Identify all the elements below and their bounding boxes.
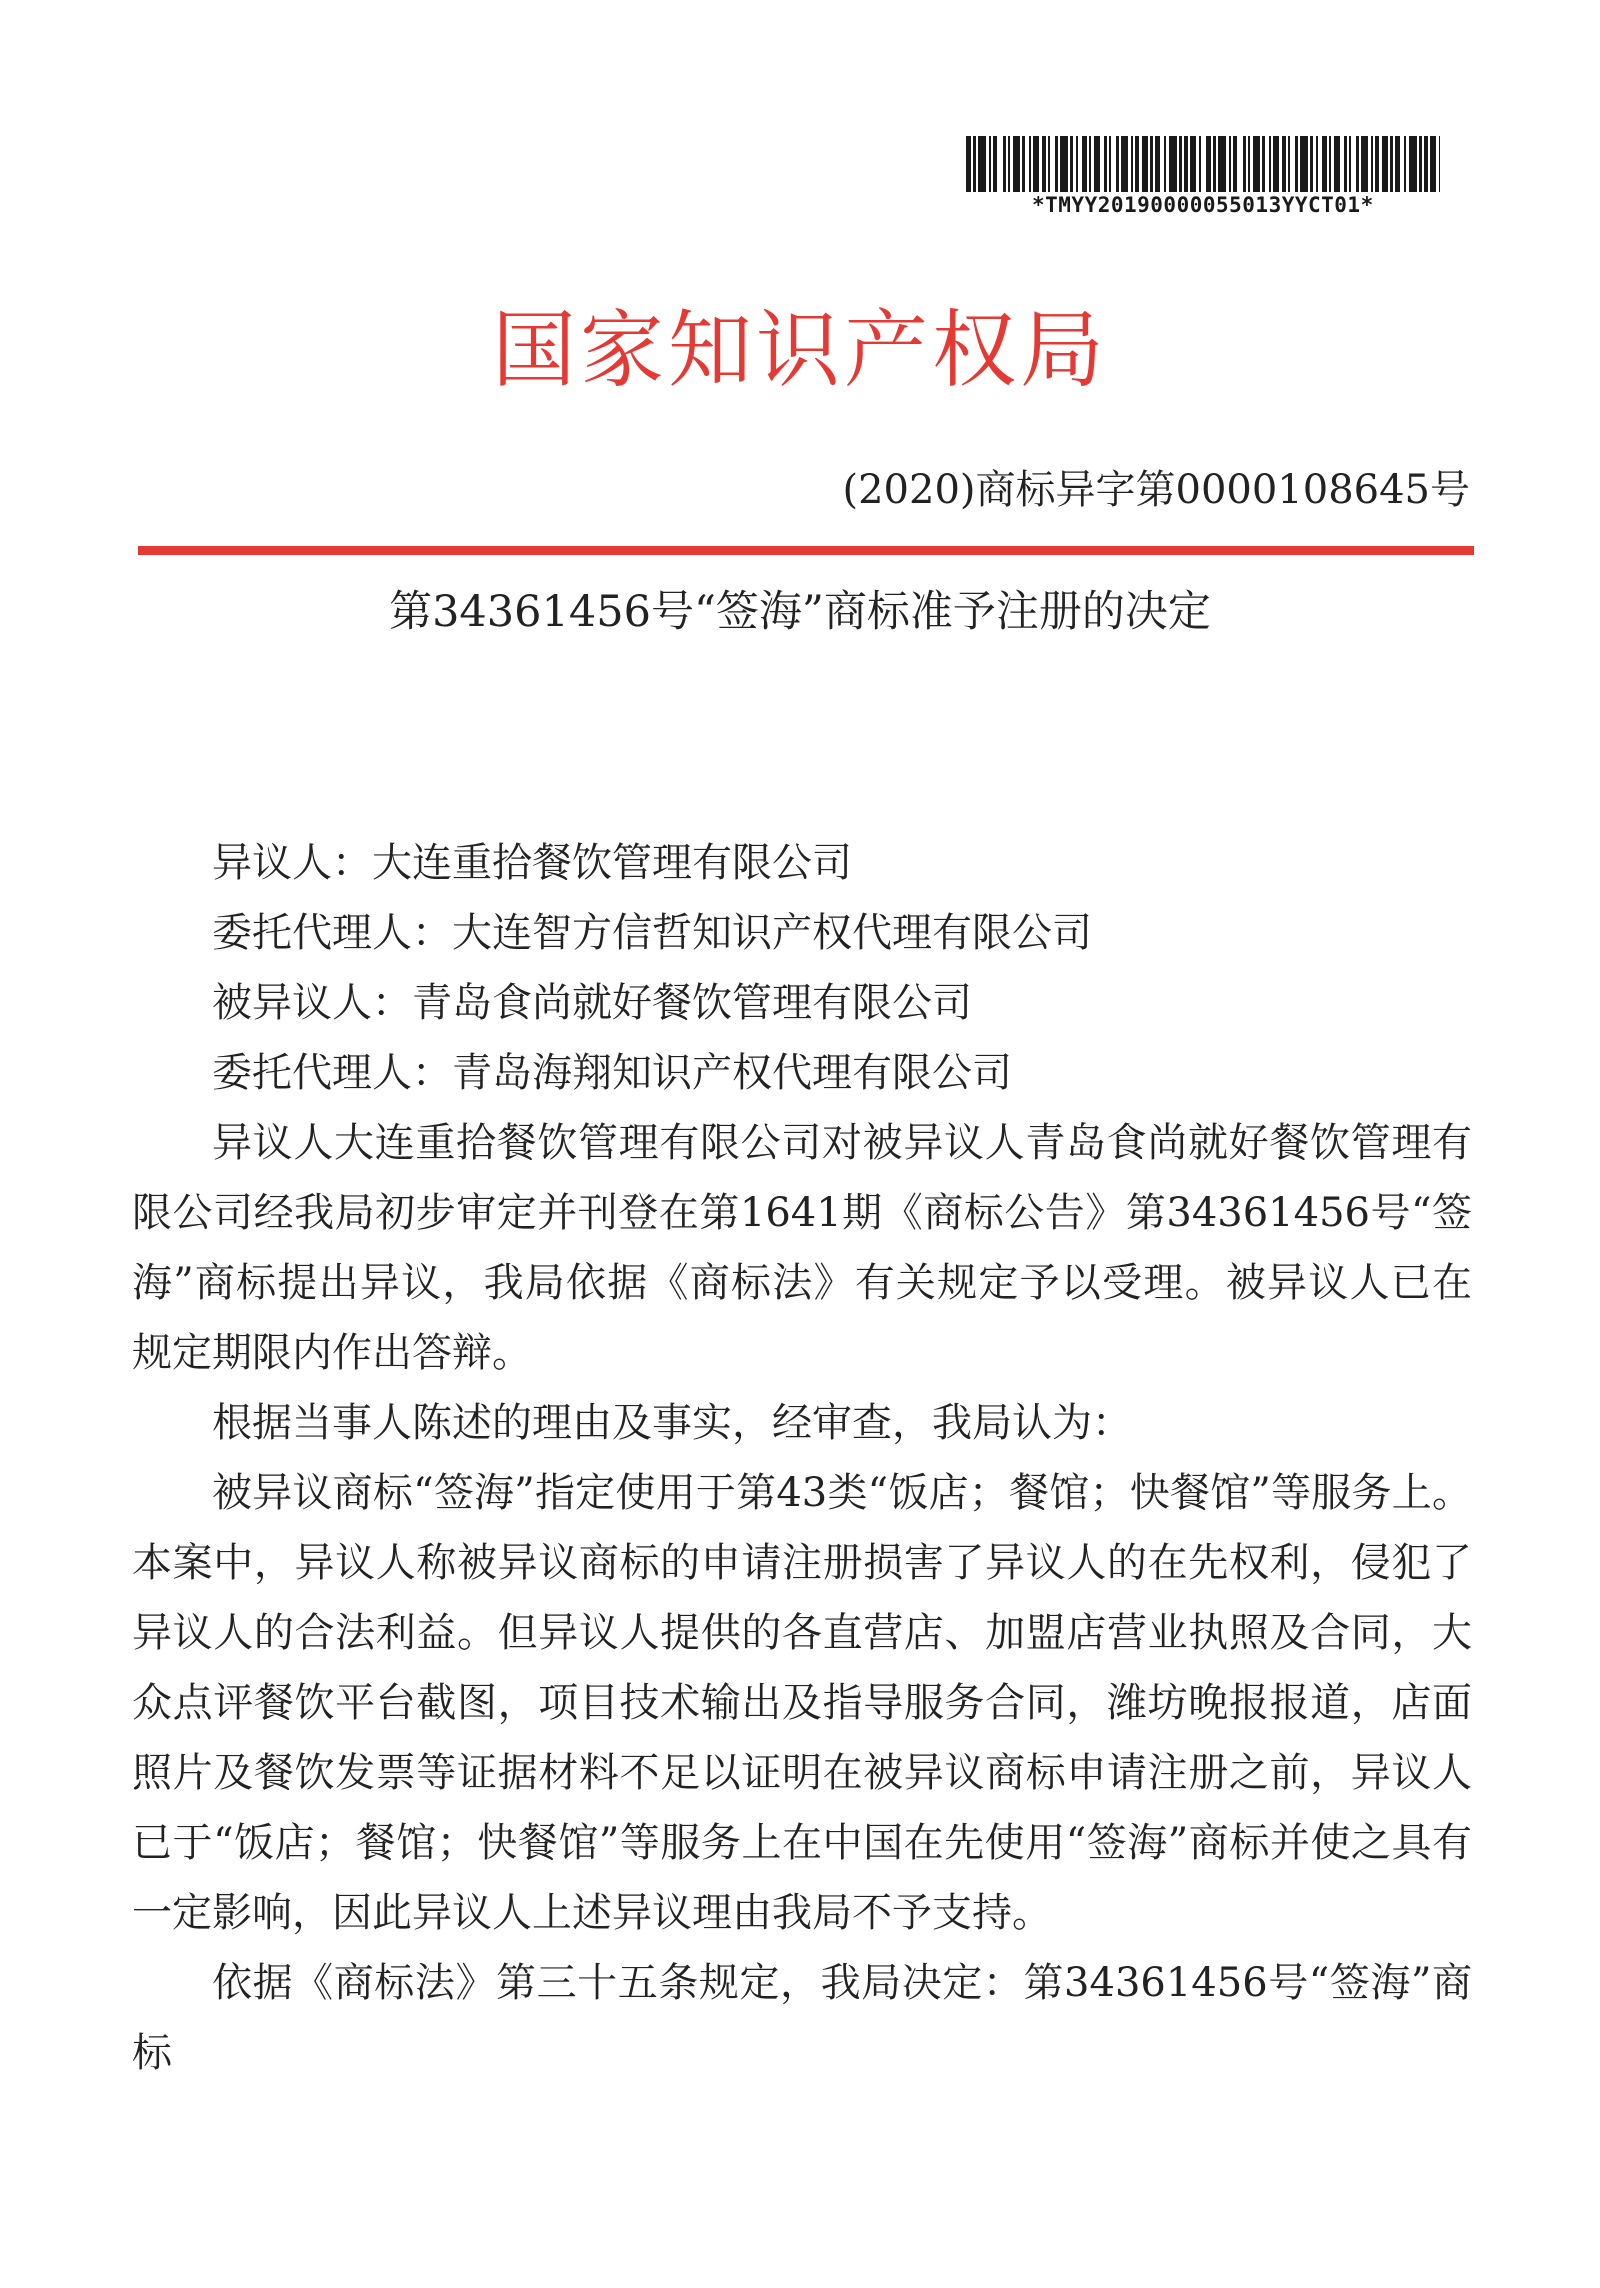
respondent-agent-line: 委托代理人：青岛海翔知识产权代理有限公司 xyxy=(212,1050,1012,1096)
barcode xyxy=(966,136,1440,192)
barcode-bar xyxy=(1253,136,1260,192)
barcode-bar xyxy=(1300,136,1308,192)
barcode-text: *TMYY20190000055013YYCT01* xyxy=(1032,193,1374,217)
barcode-bar xyxy=(1121,136,1128,192)
paragraph: 根据当事人陈述的理由及事实，经审查，我局认为： xyxy=(212,1400,1132,1446)
barcode-bar xyxy=(1169,136,1177,192)
paragraph: 被异议商标“签海”指定使用于第43类“饭店；餐馆；快餐馆”等服务上。本案中，异议人称被异议商标的申请注册损害了异议人的在先权利，侵犯了异议人的合法利益。但异议人提供的各直营店、加盟店营业执照及合同，大众点评餐饮平台截图，项目技术输出及指导服务合同，潍坊晚报报道，店面照片及餐饮发票等证据材料不足以证明在被异议商标申请注册之前，异议人已于“饭店；餐馆；快餐馆”等服务上在中国在先使用“签海”商标并使之具有一定影响，因此异议人上述异议理由我局不予支持。 xyxy=(132,1470,1472,1936)
agency-name: 国家知识产权局 xyxy=(491,301,1108,399)
paragraph: 异议人大连重拾餐饮管理有限公司对被异议人青岛食尚就好餐饮管理有限公司经我局初步审定并刊登在第1641期《商标公告》第34361456号“签海”商标提出异议，我局依据《商标法》有关规定予以受理。被异议人已在规定期限内作出答辩。 xyxy=(132,1120,1472,1376)
barcode-bar xyxy=(1060,136,1068,192)
barcode-bar xyxy=(1409,136,1417,192)
document-body xyxy=(132,828,1472,2088)
header-divider xyxy=(138,546,1474,555)
respondent-line: 被异议人：青岛食尚就好餐饮管理有限公司 xyxy=(212,980,972,1026)
document-title: 第34361456号“签海”商标准予注册的决定 xyxy=(389,587,1211,637)
barcode-bar xyxy=(1361,136,1368,192)
opponent-line: 异议人：大连重拾餐饮管理有限公司 xyxy=(212,840,852,886)
barcode-bar xyxy=(1218,136,1226,192)
document-number: (2020)商标异字第0000108645号 xyxy=(842,467,1470,513)
opponent-agent-line: 委托代理人：大连智方信哲知识产权代理有限公司 xyxy=(212,910,1092,956)
barcode-bar xyxy=(1439,136,1440,192)
barcode-bar xyxy=(1013,136,1020,192)
barcode-bar xyxy=(978,136,986,192)
paragraph: 依据《商标法》第三十五条规定，我局决定：第34361456号“签海”商标 xyxy=(132,1960,1472,2076)
